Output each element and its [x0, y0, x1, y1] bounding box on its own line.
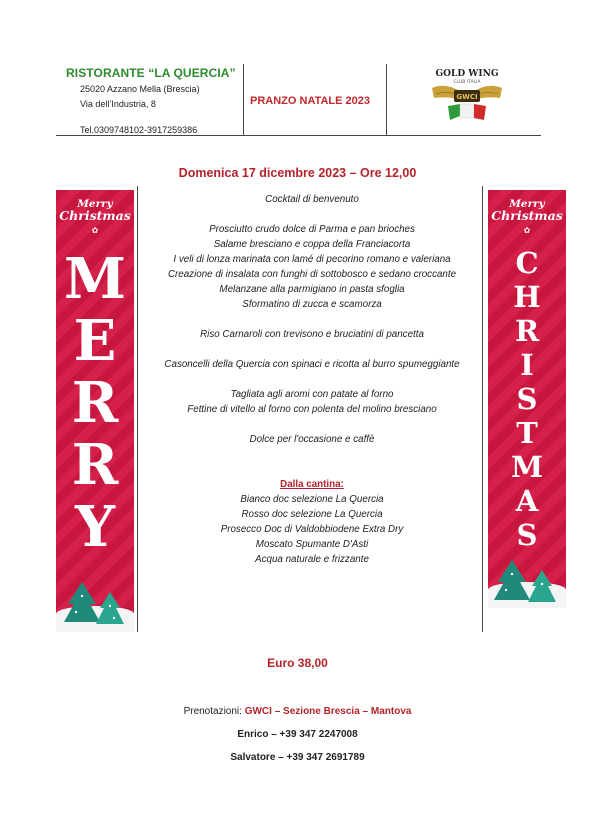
ornament-icon: ✿	[523, 226, 531, 235]
address-line-1: 25020 Azzano Mella (Brescia)	[80, 84, 200, 94]
header-rule	[56, 135, 541, 136]
event-title: PRANZO NATALE 2023	[250, 95, 371, 107]
merry-banner	[56, 190, 134, 632]
reservations-org: GWCI – Sezione Brescia – Mantova	[244, 706, 412, 717]
wine-item: Bianco doc selezione La Quercia	[240, 494, 384, 505]
christmas-tree-icon	[60, 578, 130, 628]
svg-text:CLUB ITALIA: CLUB ITALIA	[453, 80, 481, 85]
svg-text:GWCI: GWCI	[456, 93, 478, 101]
menu-item: Salame bresciano e coppa della Franciacorta	[213, 239, 411, 250]
menu-item: Creazione di insalata con funghi di sottobosco e sedano croccante	[167, 269, 457, 280]
banner-big-letters: M E R R Y	[64, 246, 126, 560]
event-date: Domenica 17 dicembre 2023 – Ore 12,00	[178, 166, 417, 180]
ornament-icon: ✿	[91, 226, 99, 235]
phone-line: Tel.0309748102-3917259386	[80, 125, 198, 135]
menu-item: Tagliata agli aromi con patate al forno	[230, 389, 394, 400]
menu-list	[138, 192, 486, 567]
menu-item: Melanzane alla parmigiano in pasta sfoglia	[219, 284, 405, 295]
reservations-label: Prenotazioni:	[183, 706, 245, 717]
menu-item: Fettine di vitello al forno con polenta del molino bresciano	[187, 404, 437, 415]
menu-item-welcome: Cocktail di benvenuto	[265, 194, 359, 205]
menu-item: Prosciutto crudo dolce di Parma e pan brioches	[209, 224, 415, 235]
reservations-line	[0, 706, 595, 717]
menu-item-primo-1: Riso Carnaroli con trevisono e bruciatini di pancetta	[200, 329, 424, 340]
svg-text:GOLD WING: GOLD WING	[435, 69, 499, 79]
contact-enrico: Enrico – +39 347 2247008	[237, 729, 358, 740]
address-line-2: Via dell’Industria, 8	[80, 99, 156, 109]
menu-item-primo-2: Casoncelli della Quercia con spinaci e ricotta al burro spumeggiante	[164, 359, 460, 370]
wine-item: Moscato Spumante D'Asti	[255, 539, 369, 550]
restaurant-name: RISTORANTE “LA QUERCIA”	[66, 66, 236, 80]
christmas-tree-icon	[492, 556, 562, 606]
wine-item: Acqua naturale e frizzante	[255, 554, 369, 565]
menu-item-dolce: Dolce per l'occasione e caffè	[249, 434, 375, 445]
price: Euro 38,00	[267, 656, 328, 670]
banner-merry-christmas-text: Merry Christmas	[491, 198, 563, 223]
menu-item: Sformatino di zucca e scamorza	[242, 299, 382, 310]
header-divider-1	[243, 64, 244, 136]
wine-item: Rosso doc selezione La Quercia	[241, 509, 383, 520]
cantina-heading: Dalla cantina:	[280, 479, 344, 490]
banner-big-letters: C H R I S T M A S	[510, 246, 544, 552]
banner-merry-christmas-text: Merry Christmas	[59, 198, 131, 223]
wine-item: Prosecco Doc di Valdobbiodene Extra Dry	[220, 524, 404, 535]
contact-salvatore: Salvatore – +39 347 2691789	[230, 752, 365, 763]
header-divider-2	[386, 64, 387, 136]
menu-item: I veli di lonza marinata con lamé di pecorino romano e valeriana	[173, 254, 451, 265]
gold-wing-logo	[426, 66, 508, 126]
christmas-banner	[488, 190, 566, 608]
